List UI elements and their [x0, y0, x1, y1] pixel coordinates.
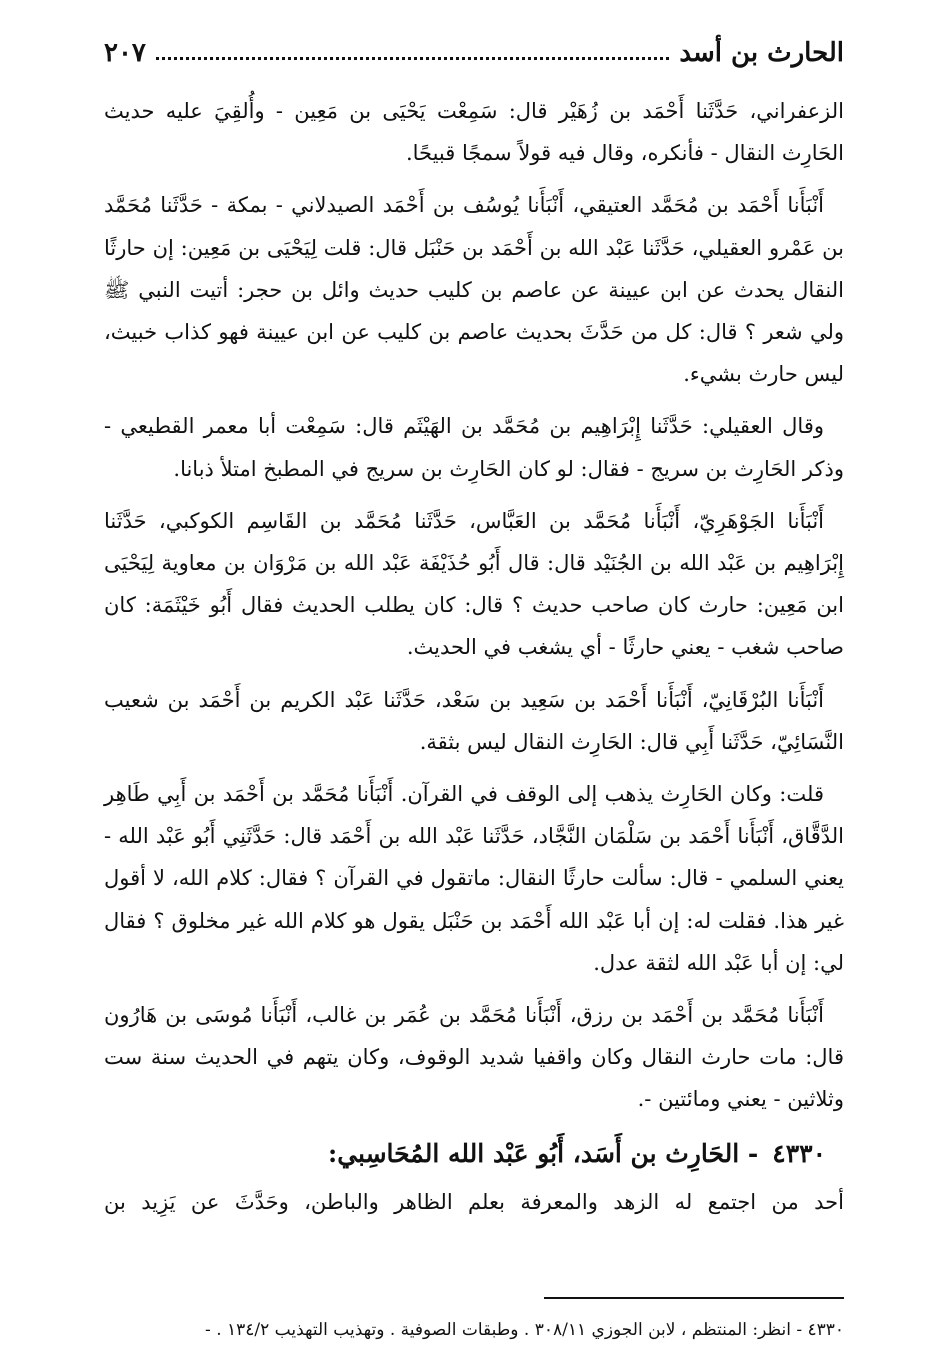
biography-title: الحَارِث بن أَسَد، أَبُو عَبْد الله المُحَاسِبي:: [327, 1138, 740, 1168]
biography-number: ٤٣٣٠: [772, 1138, 826, 1168]
paragraph-2: أَنْبَأَنا أَحْمَد بن مُحَمَّد العتيقي، أَنْبَأَنا يُوسُف بن أَحْمَد الصيدلاني - بمكة - حَدَّثَنا مُحَمَّد بن عَمْرو العقيلي، حَدَّثَنا عَبْد الله بن أَحْمَد بن حَنْبَل قال: قلت لِيَحْيَى بن مَعِين: إن حارثًا النقال يحدث عن ابن عيينة عن عاصم بن كليب حديث وائل بن حجر: أتيت النبي ﷺ ولي شعر ؟ قال: كل من حَدَّثَ بحديث عاصم بن كليب عن ابن عيينة فهو كذاب خبيث، ليس حارث بشيء.: [104, 193, 845, 387]
paragraph-3: وقال العقيلي: حَدَّثَنا إِبْرَاهِيم بن مُحَمَّد بن الهَيْثَم قال: سَمِعْت أبا معمر القطيعي - وذكر الحَارِث بن سريج - فقال: لو كان الحَارِث بن سريج في المطبخ امتلأ ذبانا.: [104, 414, 844, 481]
book-page: [104, 28, 844, 1338]
footnote-rule: [544, 1297, 844, 1299]
page-header: [104, 28, 844, 68]
paragraph-1: الزعفراني، حَدَّثَنا أَحْمَد بن زُهَيْر قال: سَمِعْت يَحْيَى بن مَعِين - وأُلقِيَ عليه حديث الحَارِث النقال - فأنكره، وقال فيه قولاً سمجًا قبيحًا.: [104, 99, 844, 166]
biography-paragraph: أحد من اجتمع له الزهد والمعرفة بعلم الظاهر والباطن، وحَدَّثَ عن يَزِيد بن: [104, 1189, 844, 1214]
paragraph-7: أَنْبَأَنا مُحَمَّد بن أَحْمَد بن رزق، أَنْبَأَنا مُحَمَّد بن عُمَر بن غالب، أَنْبَأَنا مُوسَى بن هَارُون قال: مات حارث النقال وكان واقفيا شديد الوقوف، وكان يتهم في الحديث سنة ست وثلاثين - يعني ومائتين -.: [104, 1003, 844, 1112]
biography-dash: -: [747, 1138, 759, 1168]
biography-heading: [104, 1131, 844, 1177]
page-number: ٢٠٧: [104, 38, 146, 68]
footnote: ٤٣٣٠ - انظر: المنتظم ، لابن الجوزي ٣٠٨/١١ . وطبقات الصوفية . وتهذيب التهذيب ١٣٤/٢ . -: [205, 1320, 844, 1340]
paragraph-6: قلت: وكان الحَارِث يذهب إلى الوقف في القرآن. أَنْبَأَنا مُحَمَّد بن أَحْمَد بن أَبِي طَاهِر الدَّقَّاق، أَنْبَأَنا أَحْمَد بن سَلْمَان النَّجَّاد، حَدَّثَنا عَبْد الله بن أَحْمَد قال: حَدَّثَنِي أَبُو عَبْد الله - يعني السلمي - قال: سألت حارثًا النقال: ماتقول في القرآن ؟ فقال: كلام الله، لا أقول غير هذا. فقلت له: إن أبا عَبْد الله أَحْمَد بن حَنْبَل يقول هو كلام الله غير مخلوق ؟ فقال لي: إن أبا عَبْد الله لثقة عدل.: [104, 782, 844, 975]
running-title: الحارث بن أسد: [679, 38, 844, 68]
header-dotted-leader: [156, 57, 669, 60]
paragraph-5: أَنْبَأَنا البُرْقَانِيّ، أَنْبَأَنا أَحْمَد بن سَعِيد بن سَعْد، حَدَّثَنا عَبْد الكريم بن أَحْمَد بن شعيب النَّسَائِيّ، حَدَّثَنا أَبِي قال: الحَارِث النقال ليس بثقة.: [104, 687, 844, 754]
paragraph-4: أَنْبَأَنا الجَوْهَرِيّ، أَنْبَأَنا مُحَمَّد بن العَبَّاس، حَدَّثَنا مُحَمَّد بن القَاسِم الكوكبي، حَدَّثَنا إِبْرَاهِيم بن عَبْد الله بن الجُنَيْد قال: قال أَبُو حُذَيْفَة عَبْد الله بن مَرْوَان بن معاوية لِيَحْيَى ابن مَعِين: حارث كان صاحب حديث ؟ قال: كان يطلب الحديث فقال أَبُو خَيْثَمَة: كان صاحب شغب - يعني حارثًا - أي يشغب في الحديث.: [104, 508, 844, 660]
page-body: [104, 90, 844, 1233]
